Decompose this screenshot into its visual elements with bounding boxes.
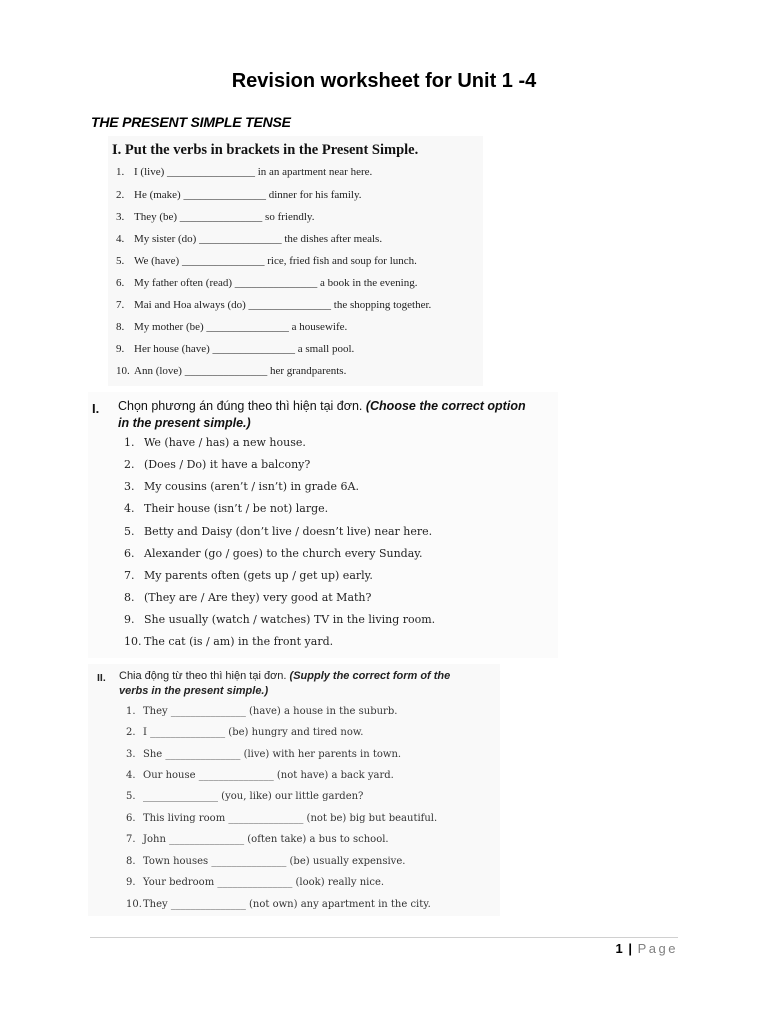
exercise-2-heading (118, 399, 526, 413)
item-number: 6. (116, 277, 125, 289)
exercise-3-number: II. (97, 672, 106, 684)
exercise-2-item (124, 547, 423, 560)
item-number: 10. (124, 635, 142, 648)
exercise-3-item (126, 899, 431, 910)
item-text: He (make) _______________ dinner for his family. (134, 189, 362, 201)
item-number: 7. (116, 299, 125, 311)
item-text: I _______________ (be) hungry and tired now. (143, 727, 364, 738)
exercise-1-scan (108, 136, 483, 386)
item-text: My sister (do) _______________ the dishes after meals. (134, 233, 383, 245)
exercise-3-heading-line2: verbs in the present simple.) (119, 685, 269, 697)
item-text: She _______________ (live) with her parents in town. (143, 749, 402, 760)
exercise-3-item (126, 877, 384, 888)
exercise-1-item (116, 321, 347, 333)
heading-english: (Supply the correct form of the (289, 670, 451, 682)
item-number: 5. (124, 525, 135, 538)
exercise-1-item (116, 299, 431, 311)
exercise-2-item (124, 525, 432, 538)
exercise-2-item (124, 502, 328, 515)
item-text: We (have) _______________ rice, fried fish and soup for lunch. (134, 255, 417, 267)
exercise-3-heading (119, 670, 450, 682)
item-number: 8. (116, 321, 125, 333)
item-number: 1. (116, 166, 125, 178)
item-number: 6. (126, 813, 136, 824)
item-text: They (be) _______________ so friendly. (134, 211, 315, 223)
item-text: (Does / Do) it have a balcony? (144, 458, 311, 471)
exercise-2-scan (88, 392, 558, 658)
item-text: _______________ (you, like) our little garden? (143, 791, 364, 802)
exercise-2-item (124, 613, 435, 626)
exercise-2-item (124, 569, 373, 582)
item-number: 4. (116, 233, 125, 245)
item-text: My father often (read) _______________ a book in the evening. (134, 277, 418, 289)
exercise-3-item (126, 706, 397, 717)
item-number: 6. (124, 547, 135, 560)
item-number: 8. (124, 591, 135, 604)
heading-english: (Choose the correct option (365, 399, 526, 413)
item-number: 9. (124, 613, 135, 626)
item-text: They _______________ (not own) any apartment in the city. (143, 899, 431, 910)
exercise-1-item (116, 365, 346, 377)
item-number: 7. (126, 834, 136, 845)
exercise-2-number: I. (92, 401, 100, 416)
item-text: My cousins (aren’t / isn’t) in grade 6A. (144, 480, 359, 493)
item-text: My mother (be) _______________ a housewife. (134, 321, 348, 333)
exercise-3-scan (88, 664, 500, 916)
item-text: (They are / Are they) very good at Math? (144, 591, 372, 604)
exercise-1-item (116, 255, 417, 267)
item-number: 2. (126, 727, 136, 738)
exercise-2-item (124, 458, 310, 471)
item-text: The cat (is / am) in the front yard. (144, 635, 334, 648)
page-title: Revision worksheet for Unit 1 -4 (231, 70, 537, 92)
item-text: We (have / has) a new house. (144, 436, 306, 449)
item-number: 3. (126, 749, 136, 760)
exercise-3-item (126, 749, 401, 760)
item-number: 5. (116, 255, 125, 267)
item-number: 5. (126, 791, 136, 802)
heading-vietnamese: Chọn phương án đúng theo thì hiện tại đơn. (118, 399, 366, 413)
footer-divider (90, 937, 678, 938)
exercise-1-item (116, 211, 314, 223)
page-footer (616, 941, 679, 956)
item-text: She usually (watch / watches) TV in the living room. (144, 613, 436, 626)
item-text: Your bedroom _______________ (look) really nice. (143, 877, 385, 888)
item-text: Town houses _______________ (be) usually expensive. (143, 856, 406, 867)
exercise-1-heading: I. Put the verbs in brackets in the Present Simple. (112, 142, 419, 158)
item-text: Their house (isn’t / be not) large. (144, 502, 329, 515)
item-number: 1. (126, 706, 136, 717)
exercise-3-item (126, 770, 394, 781)
item-number: 9. (116, 343, 125, 355)
item-text: John _______________ (often take) a bus to school. (143, 834, 389, 845)
item-number: 4. (126, 770, 136, 781)
item-number: 9. (126, 877, 136, 888)
item-text: Ann (love) _______________ her grandparents. (134, 365, 347, 377)
exercise-3-item (126, 791, 363, 802)
item-number: 8. (126, 856, 136, 867)
section-heading: THE PRESENT SIMPLE TENSE (91, 114, 291, 130)
exercise-3-item (126, 813, 437, 824)
item-number: 10. (116, 365, 130, 377)
item-text: This living room _______________ (not be) big but beautiful. (143, 813, 438, 824)
item-number: 10. (126, 899, 142, 910)
exercise-1-item (116, 233, 382, 245)
exercise-3-item (126, 727, 363, 738)
footer-separator: | (628, 941, 632, 956)
item-number: 2. (124, 458, 135, 471)
item-number: 7. (124, 569, 135, 582)
exercise-1-item (116, 189, 362, 201)
exercise-3-item (126, 834, 389, 845)
item-text: They _______________ (have) a house in the suburb. (143, 706, 398, 717)
item-text: Our house _______________ (not have) a back yard. (143, 770, 394, 781)
item-number: 4. (124, 502, 135, 515)
exercise-2-heading-line2: in the present simple.) (118, 416, 251, 430)
exercise-1-item (116, 166, 372, 178)
item-text: Her house (have) _______________ a small pool. (134, 343, 355, 355)
item-text: Alexander (go / goes) to the church every Sunday. (144, 547, 423, 560)
exercise-1-item (116, 343, 354, 355)
item-number: 3. (124, 480, 135, 493)
item-number: 2. (116, 189, 125, 201)
exercise-2-item (124, 635, 333, 648)
exercise-2-item (124, 436, 306, 449)
item-number: 3. (116, 211, 125, 223)
item-text: I (live) ________________ in an apartment near here. (134, 166, 373, 178)
item-text: Mai and Hoa always (do) _______________ the shopping together. (134, 299, 432, 311)
item-text: My parents often (gets up / get up) early. (144, 569, 373, 582)
exercise-2-item (124, 480, 359, 493)
exercise-2-item (124, 591, 371, 604)
exercise-1-item (116, 277, 417, 289)
exercise-3-item (126, 856, 405, 867)
page-label: Page (637, 941, 678, 956)
item-text: Betty and Daisy (don’t live / doesn’t live) near here. (144, 525, 433, 538)
heading-vietnamese: Chia động từ theo thì hiện tại đơn. (119, 670, 290, 682)
page-number: 1 (615, 941, 623, 956)
item-number: 1. (124, 436, 135, 449)
